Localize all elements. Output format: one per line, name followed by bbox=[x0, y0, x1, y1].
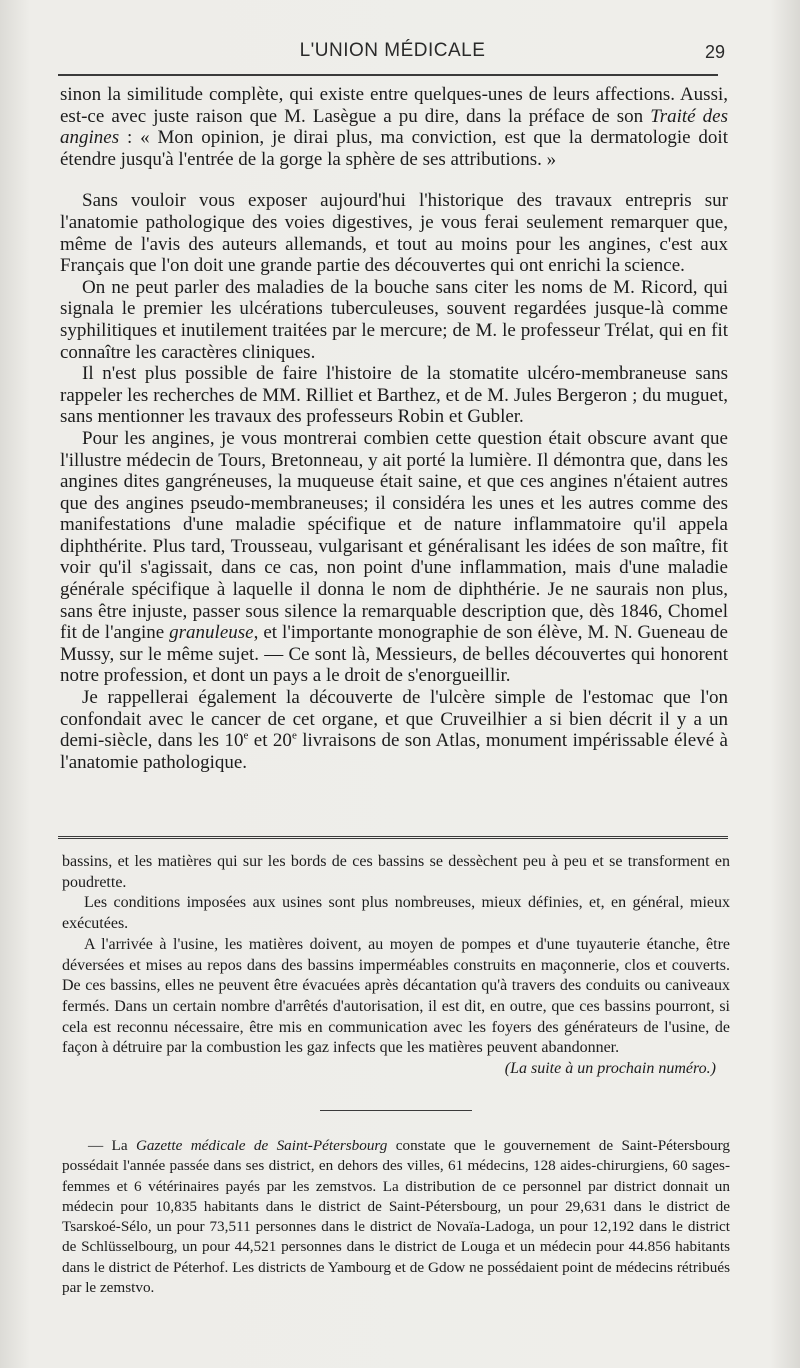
main-article bbox=[60, 84, 728, 773]
continuation-note: (La suite à un prochain numéro.) bbox=[504, 1060, 716, 1078]
paragraph-6: Je rappellerai également la découverte de l'ulcère simple de l'estomac que l'on confondait avec le cancer de cet organe, et que Cruveilhier a si bien décrit il y a un demi-siècle, dans les 10e et 20e livraisons de son Atlas, monument impérissable élevé à l'anatomie pathologique. bbox=[60, 687, 728, 773]
emphasis-granuleuse: granuleuse bbox=[169, 622, 254, 644]
paragraph-3: On ne peut parler des maladies de la bouche sans citer les noms de M. Ricord, qui signala le premier les ulcérations tuberculeuses, souvent regardées jusque-là comme syphilitiques et inutilement traitées par le mercure; de M. le professeur Trélat, qui en fit connaître les caractères cliniques. bbox=[60, 276, 728, 363]
news-note bbox=[62, 1136, 730, 1298]
section-divider bbox=[58, 836, 728, 839]
lower-paragraph-2: Les conditions imposées aux usines sont plus nombreuses, mieux définies, et, en général, mieux exécutées. bbox=[62, 894, 730, 933]
short-divider bbox=[320, 1110, 472, 1111]
paragraph-4: Il n'est plus possible de faire l'histoire de la stomatite ulcéro-membraneuse sans rappeler les recherches de MM. Rilliet et Barthez, et de M. Jules Bergeron ; du muguet, sans mentionner les travaux des professeurs Robin et Gubler. bbox=[60, 363, 728, 428]
lower-paragraph-1: bassins, et les matières qui sur les bords de ces bassins se dessèchent peu à peu et se transforment en poudrette. bbox=[62, 853, 730, 891]
book-title: Traité des angines bbox=[60, 105, 728, 149]
paragraph-5: Pour les angines, je vous montrerai combien cette question était obscure avant que l'illustre médecin de Tours, Bretonneau, y ait porté la lumière. Il démontra que, dans les angines dites gangréneuses, la muqueuse était saine, et que ces angines n'étaient autres que des angines pseudo-membraneuses; il considéra les unes et les autres comme des manifestations d'une maladie spécifique et de nature inflammatoire qu'il appela diphthérite. Plus tard, Trousseau, vulgarisant et généralisant les idées de son maître, fit voir qu'il s'agissait, dans ce cas, non point d'une inflammation, mais d'une maladie générale spécifique à laquelle il donna le nom de diphthérie. Je ne saurais non plus, sans être injuste, passer sous silence la remarquable description que, dès 1846, Chomel fit de l'angine granuleuse, et l'importante monographie de son élève, M. N. Gueneau de Mussy, sur le même sujet. — Ce sont là, Messieurs, de belles découvertes qui honorent notre profession, et dont un pays a le droit de s'enorgueillir. bbox=[60, 427, 728, 687]
page-header bbox=[60, 40, 725, 70]
lower-paragraph-3: A l'arrivée à l'usine, les matières doivent, au moyen de pompes et d'une tuyauterie étanche, être déversées et mises au repos dans des bassins imperméables construits en maçonnerie, clos et couverts. De ces bassins, elles ne peuvent être évacuées après décantation qu'à travers des conduits ou caniveaux fermés. Dans un certain nombre d'arrêtés d'autorisation, il est dit, en outre, que ces bassins pourront, si cela est reconnu nécessaire, être mis en communication avec les foyers des générateurs de l'usine, de façon à détruire par la combustion les gaz infects que les matières peuvent abandonner. bbox=[62, 935, 730, 1057]
page-number: 29 bbox=[704, 42, 725, 62]
running-head: L'UNION MÉDICALE bbox=[299, 40, 486, 61]
note-paragraph: — La Gazette médicale de Saint-Pétersbourg constate que le gouvernement de Saint-Pétersbourg possédait l'année passée dans ses district, en dehors des villes, 61 médecins, 128 aides-chirurgiens, 60 sages-femmes et 6 vétérinaires payés par les zemstvos. La distribution de ce personnel par district donnait un médecin pour 10,835 habitants dans le district de Saint-Pétersbourg, un pour 29,631 dans le district de Tsarskoé-Sélo, un pour 73,511 personnes dans le district de Novaïa-Ladoga, un pour 12,192 dans le district de Schlüsselbourg, un pour 44,521 personnes dans le district de Louga et un médecin pour 44.856 habitants dans le district de Péterhof. Les districts de Yambourg et de Gdow ne possédaient point de médecins rétribués par le zemstvo. bbox=[62, 1137, 730, 1297]
gazette-title: Gazette médicale de Saint-Pétersbourg bbox=[135, 1137, 388, 1154]
header-rule bbox=[58, 74, 718, 76]
paragraph-2: Sans vouloir vous exposer aujourd'hui l'historique des travaux entrepris sur l'anatomie pathologique des voies digestives, je vous ferai seulement remarquer que, même de l'avis des auteurs allemands, et tout au moins pour les angines, c'est aux Français que l'on doit une grande partie des découvertes qui ont enrichi la science. bbox=[60, 190, 728, 277]
feuilleton-section bbox=[62, 852, 730, 1080]
paragraph-1: sinon la similitude complète, qui existe entre quelques-unes de leurs affections. Aussi, est-ce avec juste raison que M. Lasègue a pu dire, dans la préface de son Traité des angines : « Mon opinion, je dirai plus, ma conviction, est que la dermatologie doit étendre jusqu'à l'entrée de la gorge la sphère de ses attributions. » bbox=[60, 84, 728, 170]
